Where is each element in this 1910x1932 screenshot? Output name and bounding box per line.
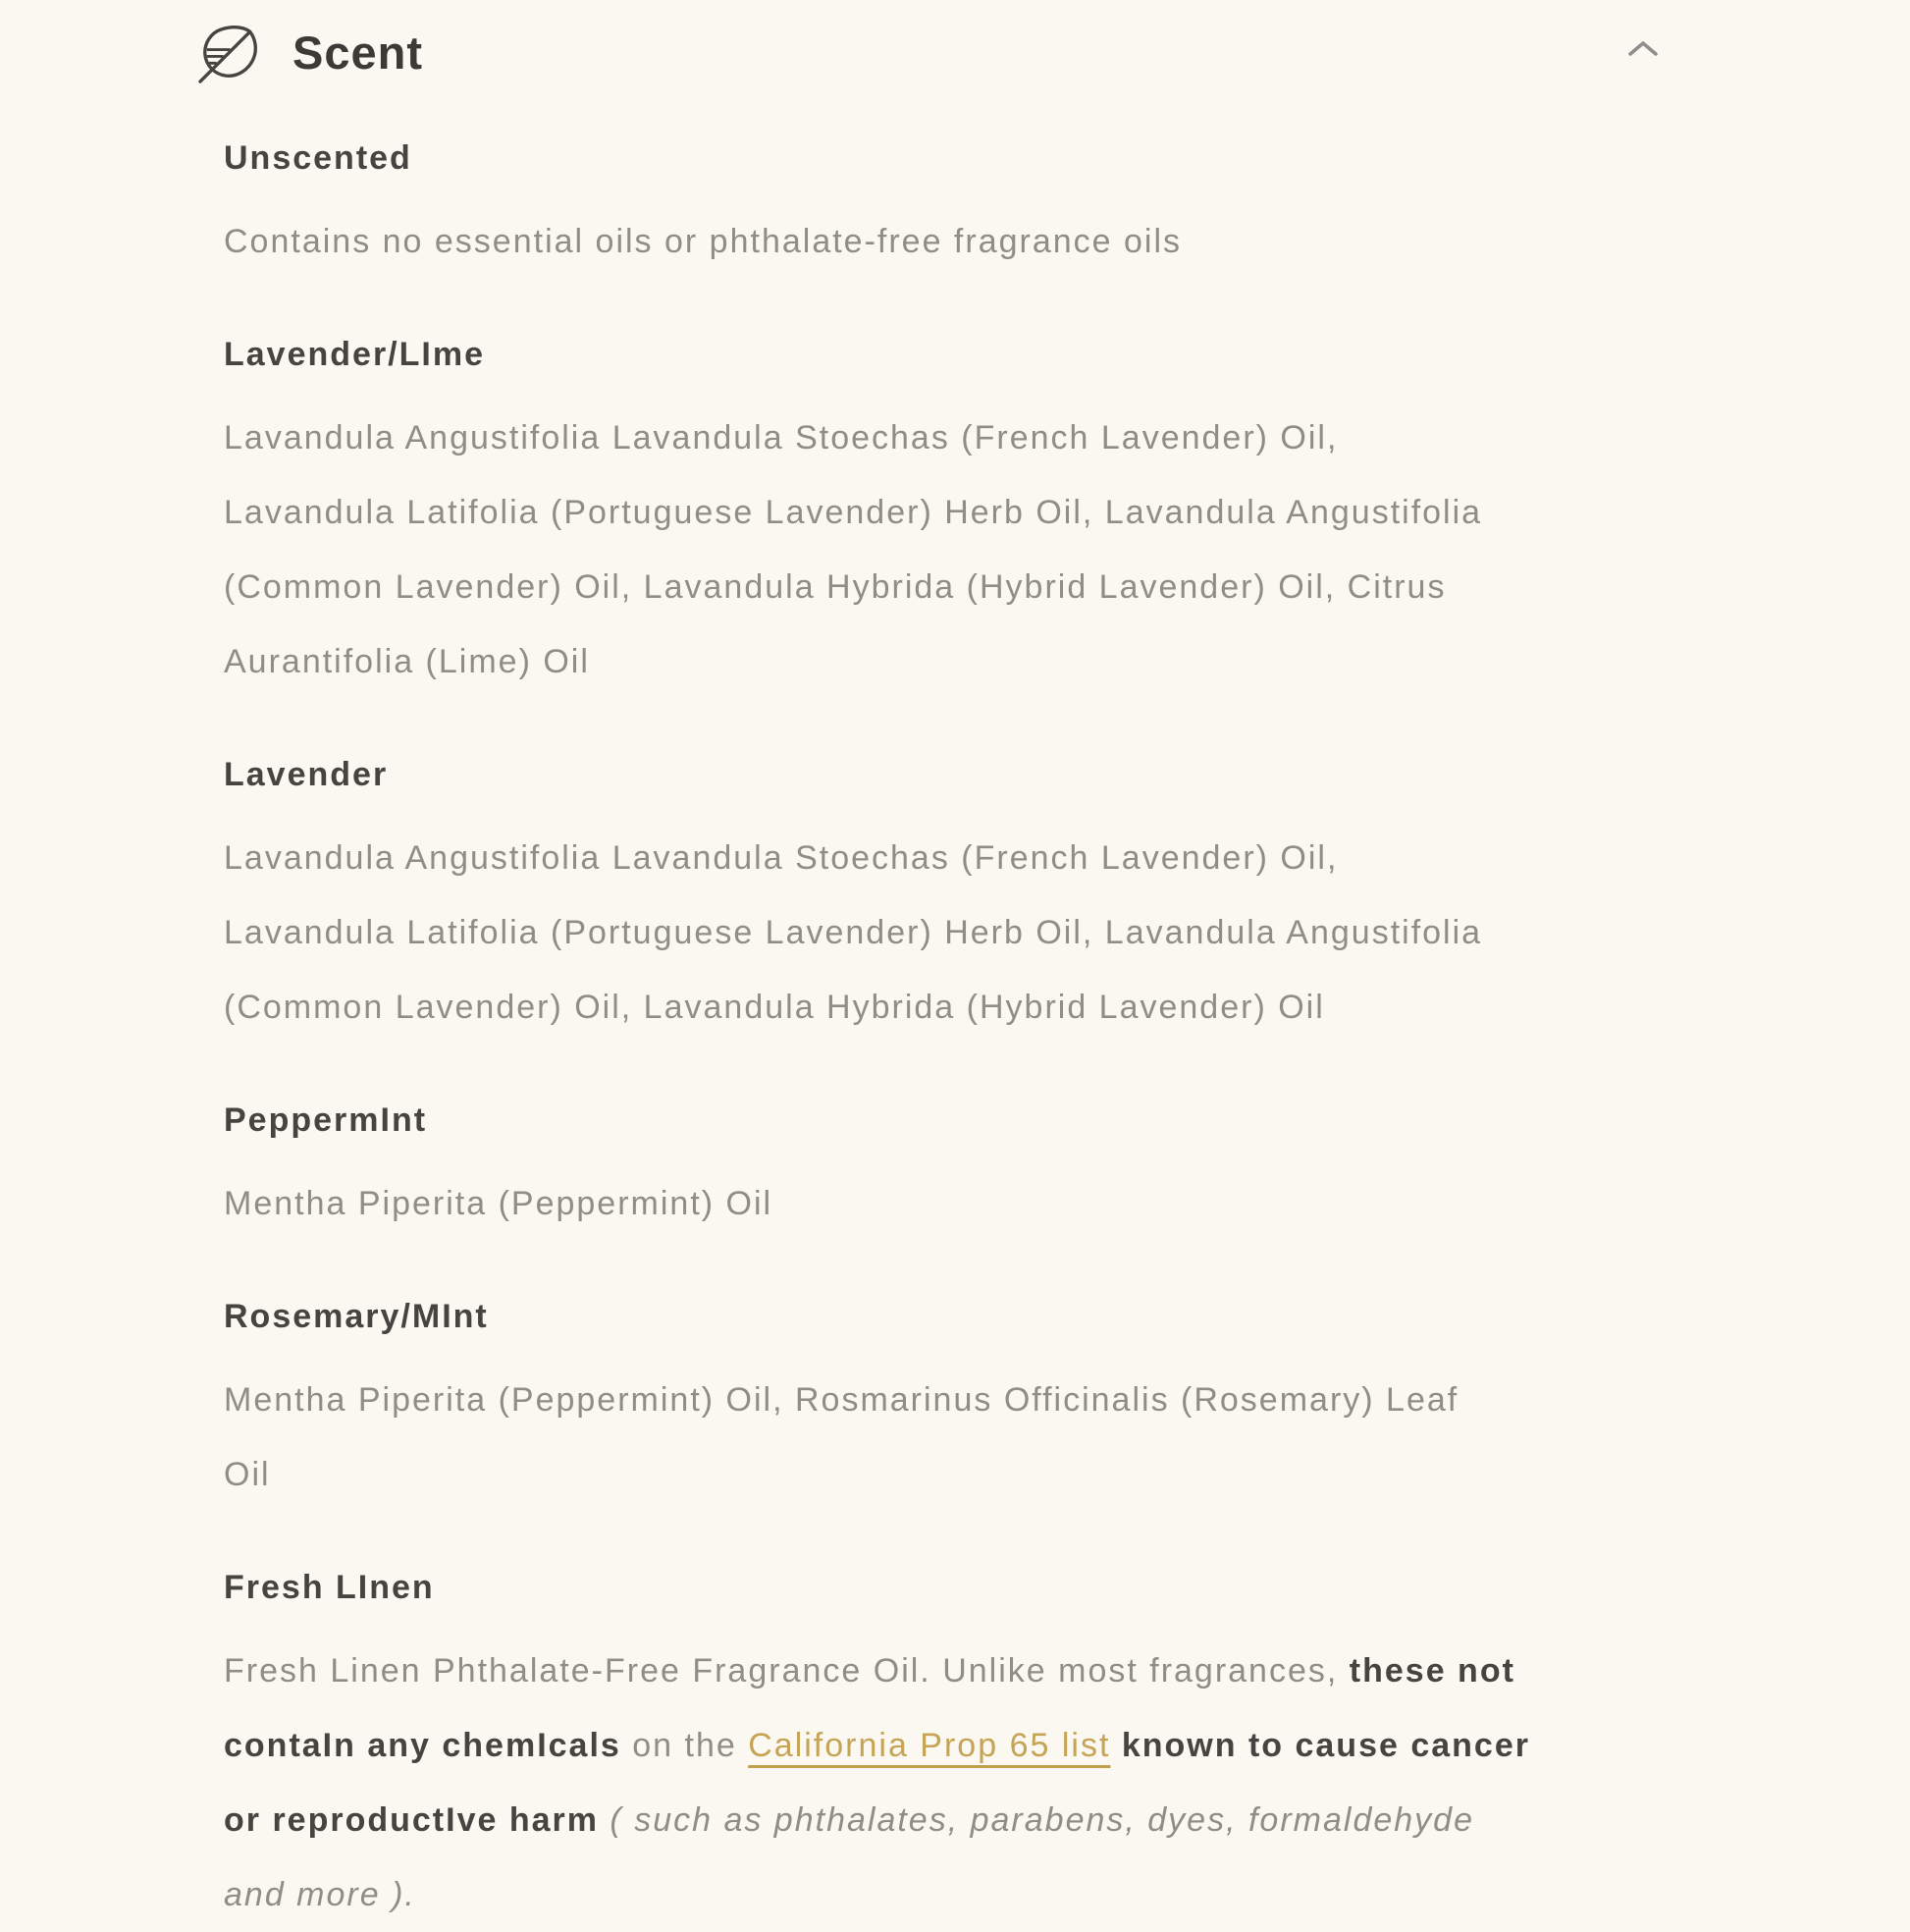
scent-option-description-line xyxy=(224,401,1714,475)
description-text: or reproductIve harm xyxy=(224,1801,610,1839)
scent-option-description-line xyxy=(224,1166,1714,1241)
scent-option-description-line xyxy=(224,821,1714,895)
scent-option-name: Rosemary/MInt xyxy=(224,1298,489,1335)
scent-option-description-line xyxy=(224,1437,1714,1512)
description-text: Lavandula Latifolia (Portuguese Lavender) Herb Oil, Lavandula Angustifolia xyxy=(224,494,1483,531)
description-text: Contains no essential oils or phthalate-free fragrance oils xyxy=(224,223,1183,260)
description-text: on the xyxy=(620,1727,749,1764)
scent-option xyxy=(224,1567,1714,1932)
description-text: ( such as phthalates, parabens, dyes, formaldehyde xyxy=(610,1801,1474,1839)
scent-option-description-line xyxy=(224,475,1714,550)
description-text: Lavandula Angustifolia Lavandula Stoechas (French Lavender) Oil, xyxy=(224,419,1339,456)
scent-option-description-line xyxy=(224,970,1714,1045)
scent-option xyxy=(224,1100,1714,1241)
scent-option-description-line xyxy=(224,550,1714,624)
scent-option-description-line xyxy=(224,1857,1714,1932)
description-text: and more ). xyxy=(224,1876,416,1913)
scent-options-list xyxy=(0,137,1910,1932)
description-text: (Common Lavender) Oil, Lavandula Hybrida (Hybrid Lavender) Oil xyxy=(224,989,1325,1026)
scent-option-description-line xyxy=(224,624,1714,699)
california-prop-65-link[interactable]: California Prop 65 list xyxy=(748,1727,1111,1764)
scent-option-name: PeppermInt xyxy=(224,1101,428,1139)
description-text: Aurantifolia (Lime) Oil xyxy=(224,643,590,680)
scent-option-name: Unscented xyxy=(224,139,412,177)
scent-option-name: Lavender xyxy=(224,756,389,793)
description-text: (Common Lavender) Oil, Lavandula Hybrida (Hybrid Lavender) Oil, Citrus xyxy=(224,568,1447,606)
accordion-title: Scent xyxy=(292,26,423,79)
scent-option-description-line xyxy=(224,1708,1714,1783)
scent-option-name: Fresh LInen xyxy=(224,1569,435,1606)
scent-option xyxy=(224,754,1714,1045)
description-text: Lavandula Angustifolia Lavandula Stoechas (French Lavender) Oil, xyxy=(224,839,1339,877)
description-text: Mentha Piperita (Peppermint) Oil xyxy=(224,1185,773,1222)
scent-option-description-line xyxy=(224,1783,1714,1857)
scent-option-name: Lavender/LIme xyxy=(224,336,485,373)
description-text: Oil xyxy=(224,1456,271,1493)
description-text: these not xyxy=(1349,1652,1515,1690)
description-text: Lavandula Latifolia (Portuguese Lavender) Herb Oil, Lavandula Angustifolia xyxy=(224,914,1483,951)
description-text: known to cause cancer xyxy=(1110,1727,1530,1764)
scent-option-description-line xyxy=(224,1634,1714,1708)
leaf-icon xyxy=(198,22,260,83)
description-text: Fresh Linen Phthalate-Free Fragrance Oil. Unlike most fragrances, xyxy=(224,1652,1350,1690)
chevron-up-icon[interactable] xyxy=(1626,37,1660,61)
scent-option-description-line xyxy=(224,204,1714,279)
scent-option xyxy=(224,334,1714,699)
description-text: contaIn any chemIcals xyxy=(224,1727,621,1764)
description-text: Mentha Piperita (Peppermint) Oil, Rosmarinus Officinalis (Rosemary) Leaf xyxy=(224,1381,1459,1419)
scent-option-description-line xyxy=(224,895,1714,970)
scent-accordion-header[interactable] xyxy=(0,0,1910,84)
scent-option xyxy=(224,137,1714,279)
scent-option xyxy=(224,1296,1714,1512)
scent-option-description-line xyxy=(224,1363,1714,1437)
